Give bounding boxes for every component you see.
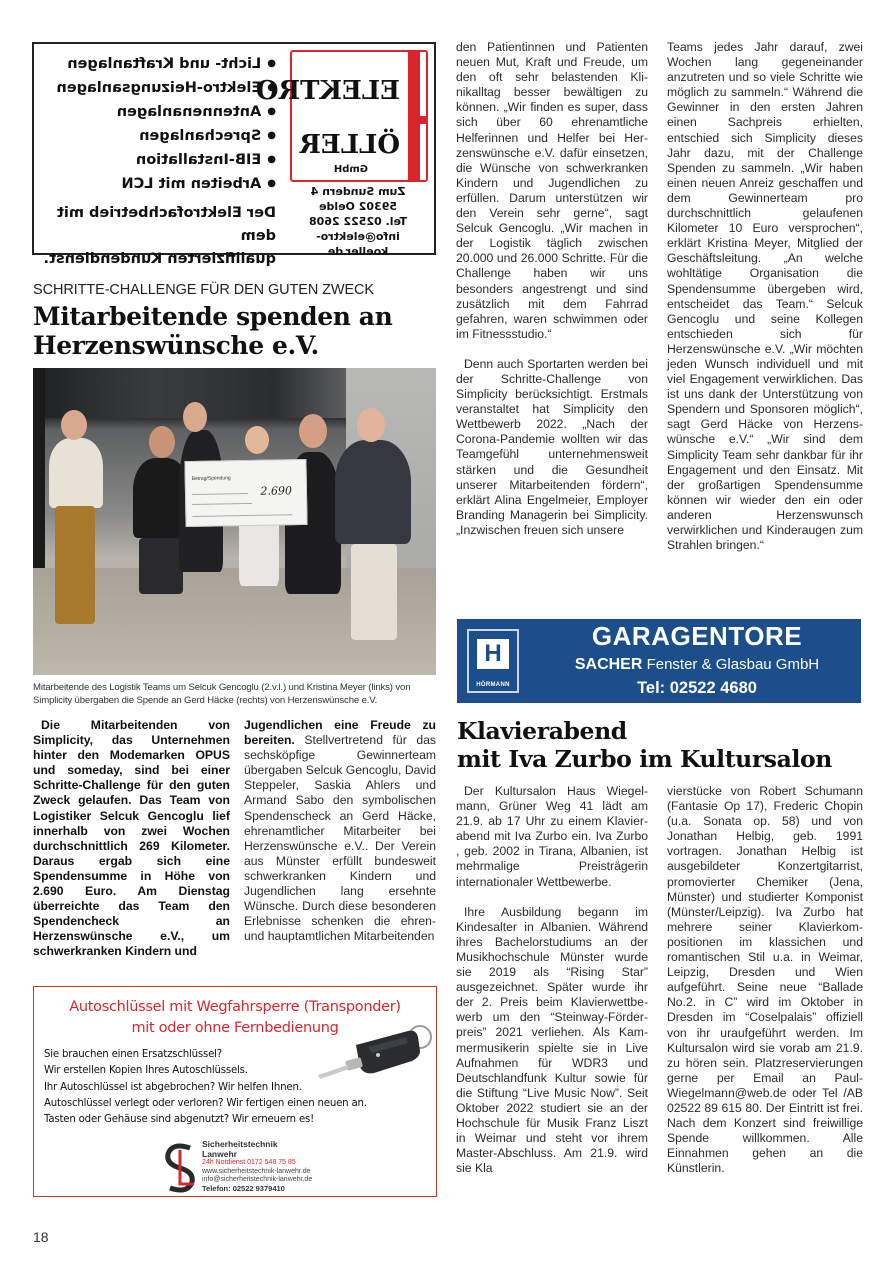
photo-caption: Mitarbeitende des Logistik Teams um Selcuk Gencoglu (2.v.l.) und Kristina Meyer (links) von Simplicity übergaben die Spende an Gerd Häcke (rechts) von Herzenswünsche e.V. [33, 682, 411, 706]
article1-column-4 [667, 40, 863, 553]
garage-ad-title: GARAGENTORE [591, 621, 803, 651]
key-ad-title: Autoschlüssel mit Wegfahrsperre (Transponder) mit oder ohne Fernbedienung [69, 999, 401, 1036]
service-item: ● Arbeiten mit LCN [56, 172, 276, 196]
garagentore-ad [457, 619, 861, 703]
service-item: ● Elektro-Heizungsanlagen [56, 76, 276, 100]
elektro-koeller-ad [32, 42, 436, 267]
key-ad-text: Sie brauchen einen Ersatzschlüssel? Wir erstellen Kopien Ihres Autoschlüssels. Ihr Autoschlüssel ist abgebrochen? Wir helfen Ihnen. Autoschlüssel verlegt oder verloren? Wir fertigen einen neuen an. Tasten oder Gehäuse sind abgenutzt? Wir erneuern es! [44, 1049, 367, 1126]
service-item: ● Licht- und Kraftanlagen [56, 52, 276, 76]
article-lead: Die Mitarbeitenden von Simplicity, das Unternehmen hinter den Modemarken OPUS und someday, sind bei einer Schritte-Challenge für den guten Zweck gelaufen. Das Team von Logistiker Selcuk Gencoglu lief innerhalb von zwei Wochen durchschnittlich 269 Kilometer. Daraus ergab sich eine Spendensumme in Höhe von 2.690 Euro. Am Dienstag überreichte das Team den Spendencheck an Herzenswünsche e.V., um schwerkranken Kindern und [33, 718, 230, 959]
article2-column-2 [667, 784, 863, 1176]
paragraph: Teams jedes Jahr darauf, zwei Wochen lang gegeneinander anzutreten und so viele Schritte wie möglich zu sammeln.“ Während die Gewinner in den ersten Jahren einen Sachpreis erhielten, entschied sich Simplicity dieses Jahr dazu, mit der Challenge Spenden zu sammeln. „Wir haben einen neuen Anreiz geschaffen und dem Gewinnerteam pro durchschnittlich gelaufenen Kilometer 10 Euro versprochen“, erklärt Kristina Meyer, Mitglied der Geschäftsleitung. „An welche wohltätige Organisation die Spendensumme übergeben wird, entscheidet das Team.“ Selcuk Gencoglu und seine Kollegen entschieden sich für Herzenswünsche e.V. „Wir möchten jeden Wunsch individuell und mit viel Engagement verwirklichen. Das ist uns dank der Unterstützung von Spendern und Sponsoren möglich“, sagt Gerd Häcke von Herzenswünsche e.V.“ „Wir sind dem Simplicity Team sehr dankbar für ihr Engagement und den Einsatz. Mit der großartigen Spendensumme können wir wieder den ein oder anderen Herzenswunsch verwirklichen und Kinderaugen zum Strahlen bringen.“ [667, 40, 863, 553]
check-amount: 2.690 [260, 484, 293, 498]
koeller-slogan: Der Elektrofachbetrieb mit dem qualifizierten Kundendienst. [43, 205, 276, 267]
article-lead-end: Jugendlichen eine Freude zu bereiten. [244, 718, 436, 748]
koeller-services-list [56, 52, 276, 196]
garage-ad-phone: Tel: 02522 4680 [637, 679, 757, 697]
article1-column-1 [33, 718, 230, 960]
page-number: 18 [33, 1229, 49, 1245]
paragraph: den Patientinnen und Patienten neuen Mut, Kraft und Freude, um den oft sehr belastenden Klinikalltag besser bewältigen zu können. „Wir finden es super, dass sich über 60 ehrenamtliche Helferinnen und Helfer bei Herzenswünsche e.V. dafür einsetzen, die Wünsche von schwerkranken Kindern und Jugendlichen zu erfüllen. Darum unterstützen wir den Verein sehr gerne“, sagt Selcuk Gencoglu. „Wir machen in der Logistik täglich zwischen 20.000 und 26.000 Schritte. Für die Challenge haben wir uns besonders angestrengt und sind zusätzlich mit dem Fahrrad gefahren, waren schwimmen oder im Fitnessstudio.“ [456, 40, 648, 341]
service-item: ● Sprechanlagen [56, 124, 276, 148]
article-photo [33, 368, 436, 675]
paragraph: vierstücke von Robert Schumann (Fantasie Op 17), Frederic Chopin (u.a. Sonata op. 58) und von Jonathan Helbig, geb. 1991 vortragen. Jonathan Helbig ist ausgebildeter Konzertgitarrist, promovierter Chemiker (Jena, Münster) und studierter Komponist (Münster/Leipzig). Iva Zurbo hat mehrere seiner Klavierkompositionen im klassichen und romantischen Stil u.a. in Weimar, Leipzig, Dresden und Wien aufgeführt. Seine neue “Ballade No.2. in C” wird im Oktober in Dresden im “Coselpalais” offiziell von ihr uraufgeführt werden. Im Kultursalon wird sie vorab am 21.9. zu hören sein. Platzreservierungen gerne per Email an Paul-Wiegelmann@web.de oder Tel /AB 02522 89 615 80. Der Eintritt ist frei. Nach dem Konzert sind freiwillige Spende willkommen. Alle Einnahmen gehen an die Künstlerin. [667, 784, 863, 1176]
garage-ad-company: SACHER Fenster & Glasbau GmbH [574, 656, 820, 673]
article1-column-2: Jugendlichen eine Freude zu bereiten. Stellvertretend für das sechsköpfige Gewinnerteam übergaben Selcuk Gencoglu, David Steppeler, Saskia Ahlers und Armand Sabo den symbolischen Spendenscheck an Gerd Häcke, ehrenamtlicher Mitarbeiter bei Herzenswünsche e.V.. Der Verein aus Münster erfüllt bundesweit schwerkranken Kindern und Jugendlichen lang ersehnte Wünsche. Durch diese besonderen Erlebnisse schenken die ehren- und hauptamtlichen Mitarbeitenden [244, 718, 436, 944]
paragraph: Ihre Ausbildung begann im Kindesalter in Albanien. Während ihres Bachelorstudiums an der Musikhochschule Münster wurde sie 2019 als “Rising Star” ausgezeichnet. Später wurde ihr der 2. Preis beim Klavierwettbewerb um den “Steinway-Förderpreis” 2021 verliehen. Als Kammermusikerin spielte sie in Live Aufnahmen für WDR3 und Deutschlandfunk Kultur sowie für die Stiftung “Live Music Now”. Seit Oktober 2022 studiert sie an der Hochschule für Musik Franz Liszt in Weimar und steht vor ihrem Master-Abschluss. Am 21.9. wird sie Kla [456, 904, 648, 1176]
koeller-logo [255, 50, 428, 182]
donation-check: Betrag/Spendung 2.690 [184, 459, 307, 527]
article1-column-3 [456, 40, 648, 538]
lanwehr-contact: Sicherheitstechnik Lanwehr 24h Notdienst 0172 548 75 85 www.sicherheitstechnik-lanwehr.de info@sicherheitstechnik-lanwehr.de Telefon: 02522 9379410 [202, 1139, 313, 1193]
service-item: ● EIB-Installation [56, 148, 276, 172]
paragraph: Denn auch Sportarten werden bei der Schritte-Challenge von Simplicity berücksichtigt. Erstmals veranstaltet hat Simplicity den Wettbewerb 2022. „Nach der Corona-Pandemie wollten wir das Teamgefühl unternehmensweit stärken und die Gesundheit unserer Mitarbeitenden fördern“, erklärt Alina Engelmeier, Employer Branding Managerin bei Simplicity. „Inzwischen freuen sich unsere [456, 356, 648, 537]
service-item: ● Antennenanlagen [56, 100, 276, 124]
mirrored-ad-content [34, 44, 434, 267]
logo-word-elektro: ELEKTRO [255, 76, 400, 106]
sicherheitstechnik-lanwehr-logo-icon [160, 1140, 200, 1194]
autoschluessel-ad [33, 986, 437, 1197]
article2-headline: Klavierabend mit Iva Zurbo im Kultursalon [457, 717, 832, 773]
article2-column-1 [456, 784, 648, 1176]
koeller-address: Zum Sundern 4 59302 Oelde Tel. 02522 2608 info@elektro-koeller.de [309, 185, 407, 258]
logo-word-koeller: ÖLLER [299, 130, 400, 160]
article-headline: Mitarbeitende spenden an Herzenswünsche e.V. [33, 302, 393, 360]
paragraph: Der Kultursalon Haus Wiegelmann, Grüner Weg 41 lädt am 21.9. ab 17 Uhr zu einem Klavierabend mit Iva Zurbo ein. Iva Zurbo , geb. 2002 in Tirana, Albanien, ist mehrmalige Preisträgerin internationaler Wettbewerbe. [456, 784, 648, 889]
logo-word-gmbh: GmbH [333, 164, 368, 175]
article-kicker: SCHRITTE-CHALLENGE FÜR DEN GUTEN ZWECK [33, 282, 375, 298]
hoermann-logo-icon: H HÖRMANN [467, 629, 519, 693]
